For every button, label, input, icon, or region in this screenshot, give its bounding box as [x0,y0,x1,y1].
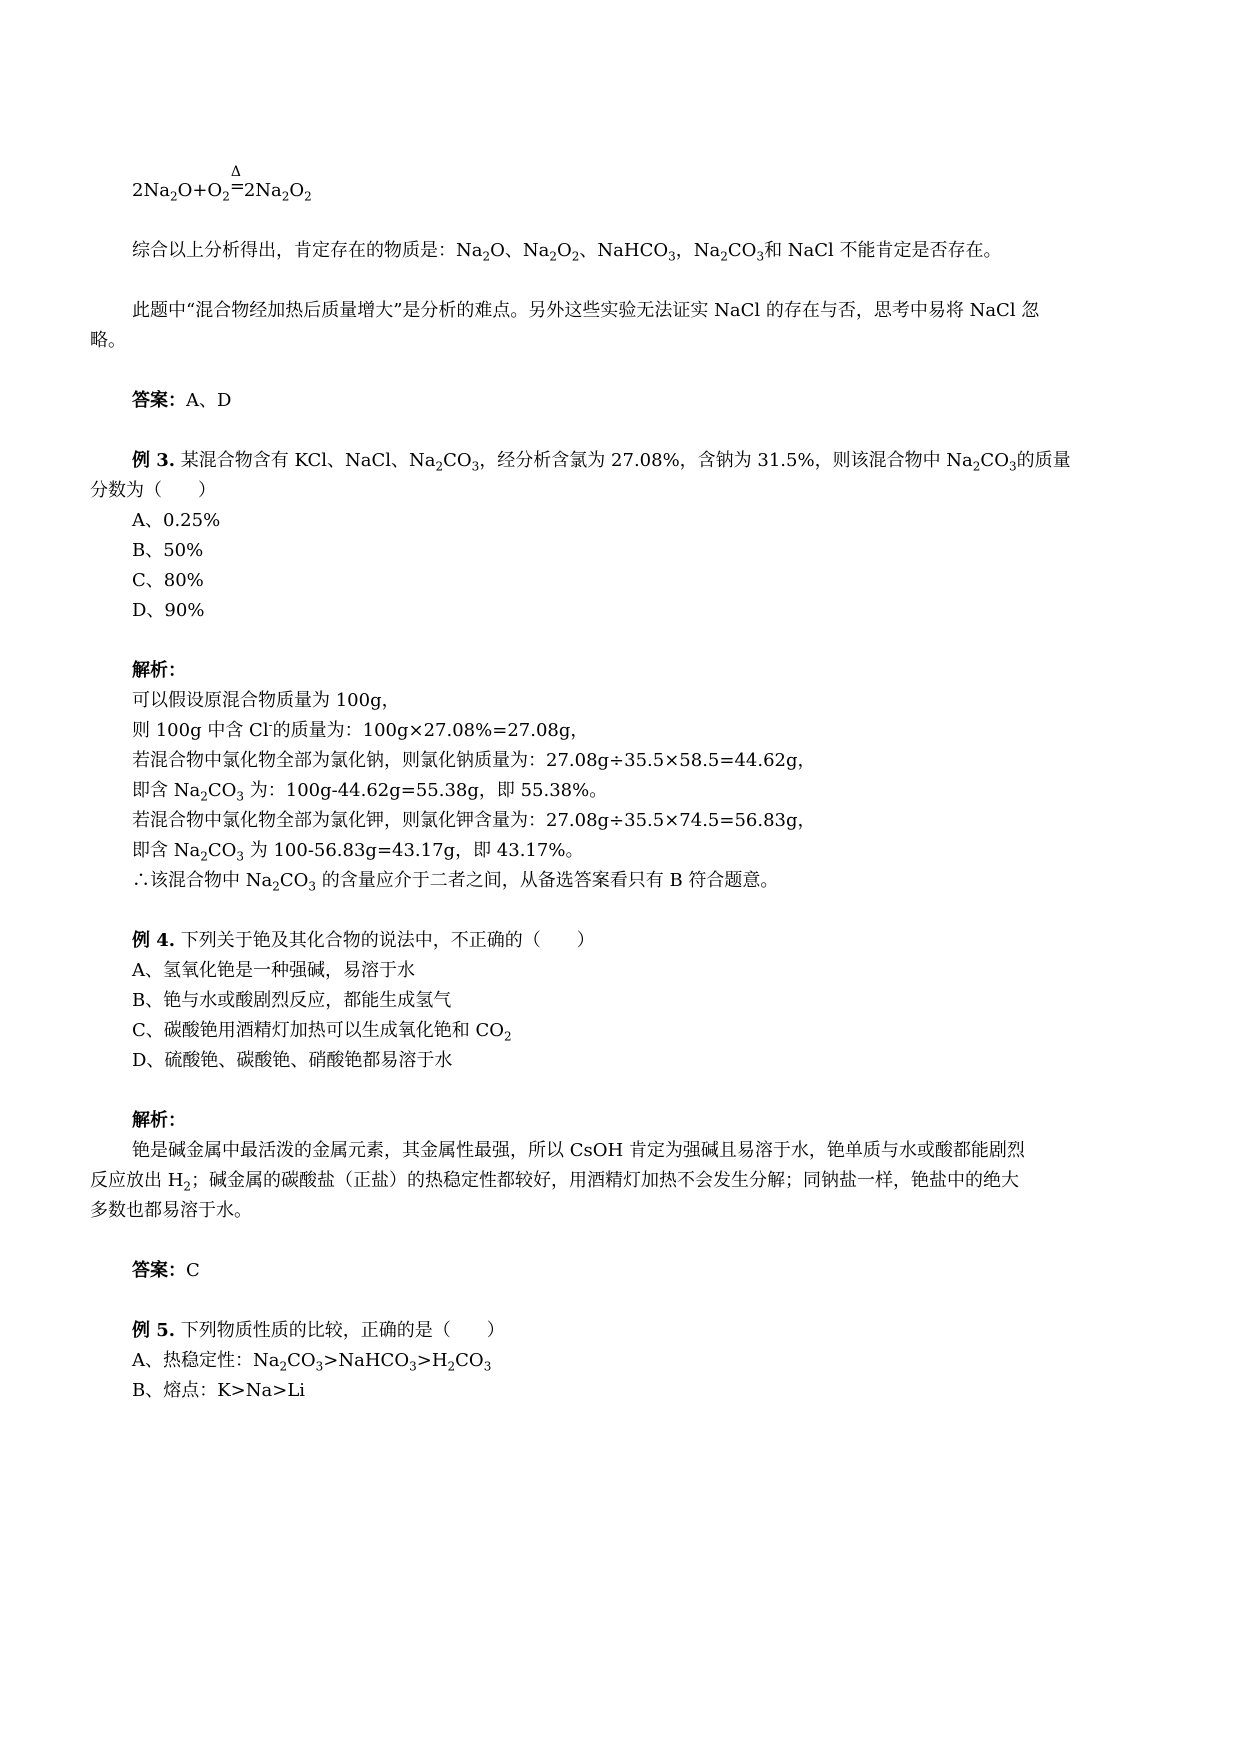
summary-paragraph: 综合以上分析得出，肯定存在的物质是：$Na_2O$、$Na_2O_2$、NaHCO$_3$，$Na_2CO_3$和 NaCl 不能肯定是否存在。 [132,240,1002,264]
example-5-option-a: A、热稳定性：$Na_2CO_3>NaHCO_3>H_2CO_3$ [132,1350,492,1374]
example-3-option-b: B、50% [132,540,204,561]
answer-example-2: 答案：A、D [132,390,232,411]
example-3-solution-line-7: ∴该混合物中 $Na_2CO_3$ 的含量应介于二者之间，从备选答案看只有 B 符合题意。 [132,870,779,894]
example-4-option-c: C、碳酸铯用酒精灯加热可以生成氧化铯和 $CO_2$ [132,1020,512,1044]
example-4-solution-line-1: 铯是碱金属中最活泼的金属元素，其金属性最强，所以 CsOH 肯定为强碱且易溶于水，铯单质与水或酸都能剧烈 [132,1140,1025,1161]
example-3-solution-line-2: 则 100g 中含 Cl-的质量为：100g×27.08%=27.08g， [132,718,589,741]
example-3-stem: 例 3. 某混合物含有 KCl、NaCl、$Na_2CO_3$，经分析含氯为 27.08%，含钠为 31.5%，则该混合物中 $Na_2CO_3$的质量 [132,450,1071,474]
note-line-1: 此题中“混合物经加热后质量增大”是分析的难点。另外这些实验无法证实 NaCl 的存在与否，思考中易将 NaCl 忽 [132,300,1040,321]
equation-line: $2Na_2O+O_2$ Δ = $2Na_2O_2$ [132,164,312,204]
note-line-2: 略。 [90,330,126,351]
example-3-solution-line-5: 若混合物中氯化物全部为氯化钾，则氯化钾含量为：27.08g÷35.5×74.5=56.83g， [132,810,816,831]
example-4-solution-line-3: 多数也都易溶于水。 [90,1200,252,1221]
example-3-stem-line-2: 分数为（ ） [90,480,216,501]
example-3-solution-line-4: 即含 $Na_2CO_3$ 为：100g-44.62g=55.38g，即 55.38%。 [132,780,608,804]
example-4-solution-label: 解析： [132,1110,186,1131]
example-3-option-c: C、80% [132,570,204,591]
example-4-stem: 例 4. 下列关于铯及其化合物的说法中，不正确的（ ） [132,930,595,951]
example-3-solution-line-6: 即含 $Na_2CO_3$ 为 100-56.83g=43.17g，即 43.17%。 [132,840,584,864]
example-3-solution-label: 解析： [132,660,186,681]
example-3-option-d: D、90% [132,600,205,621]
example-3-solution-line-3: 若混合物中氯化物全部为氯化钠，则氯化钠质量为：27.08g÷35.5×58.5=44.62g， [132,750,816,771]
heat-equals-symbol: Δ = [229,164,245,197]
example-3-option-a: A、0.25% [132,510,221,531]
example-4-option-a: A、氢氧化铯是一种强碱，易溶于水 [132,960,415,981]
example-5-option-b: B、熔点：K>Na>Li [132,1380,306,1401]
answer-example-4: 答案：C [132,1260,200,1281]
example-4-option-b: B、铯与水或酸剧烈反应，都能生成氢气 [132,990,452,1011]
example-4-option-d: D、硫酸铯、碳酸铯、硝酸铯都易溶于水 [132,1050,453,1071]
example-3-solution-line-1: 可以假设原混合物质量为 100g， [132,690,400,711]
example-4-solution-line-2: 反应放出 $H_2$；碱金属的碳酸盐（正盐）的热稳定性都较好，用酒精灯加热不会发生分解；同钠盐一样，铯盐中的绝大 [90,1170,1020,1194]
example-5-stem: 例 5. 下列物质性质的比较，正确的是（ ） [132,1320,505,1341]
